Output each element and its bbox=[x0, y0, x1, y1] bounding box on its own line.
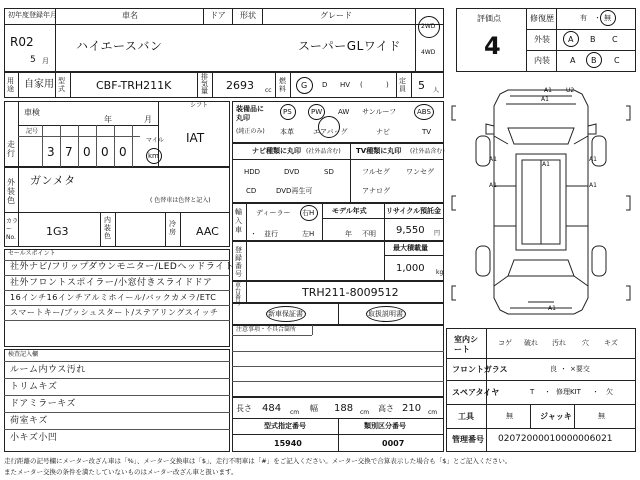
tools-label: 工具 bbox=[458, 412, 474, 421]
record-label: 記号 bbox=[26, 128, 39, 135]
color-no-value: 1G3 bbox=[46, 225, 69, 238]
equip-sunroof: サンルーフ bbox=[362, 108, 397, 116]
class-no-value: 0007 bbox=[382, 439, 405, 448]
equip-abs: ABS bbox=[417, 108, 431, 116]
width-value: 188 bbox=[334, 403, 354, 414]
interior-label: 内装 bbox=[534, 56, 550, 65]
car-diagram-svg bbox=[446, 76, 636, 326]
capacity-value: 5 bbox=[418, 79, 425, 92]
exterior-color-note: ( 色替車は色替と記入) bbox=[150, 197, 211, 204]
spare-label: スペアタイヤ bbox=[452, 388, 500, 397]
tv-analog: アナログ bbox=[362, 187, 390, 195]
hand-right: 右H bbox=[302, 209, 315, 217]
inspector-line-2: トリムキズ bbox=[10, 382, 58, 392]
length-label: 長さ bbox=[236, 404, 252, 413]
inspection-label: 車検 bbox=[24, 108, 40, 117]
exterior-color-label: 外装色 bbox=[7, 178, 15, 205]
repair-yes: 有 bbox=[580, 14, 587, 22]
diagram-mark-top-3: A1 bbox=[541, 96, 549, 103]
chassis-label: 車台番号 bbox=[235, 282, 242, 307]
mileage-digit-2: 7 bbox=[65, 145, 73, 159]
fuel-paren-close: ) bbox=[386, 81, 389, 89]
length-unit: cm bbox=[290, 409, 300, 416]
color-no-label: カラーNo. bbox=[6, 218, 19, 241]
tv-title: TV種類に丸印 bbox=[356, 147, 402, 155]
sales-line-3: 16インチ16インチアルミホイール/バックカメラ/ETC bbox=[10, 293, 217, 302]
reg-no-label: 登録番号 bbox=[235, 246, 242, 278]
displacement-label: 排気量 bbox=[201, 73, 208, 95]
inspector-title: 検査記入欄 bbox=[8, 351, 39, 358]
hand-left: 左H bbox=[302, 230, 315, 238]
fuel-paren-open: ( bbox=[360, 81, 363, 89]
equip-leather: 本革 bbox=[280, 128, 294, 136]
sales-title: セールスポイント bbox=[8, 250, 56, 257]
max-load-label: 最大積載量 bbox=[393, 244, 428, 252]
room-item-burn: コゲ bbox=[498, 339, 512, 347]
displacement-unit: cc bbox=[265, 87, 272, 94]
width-label: 幅 bbox=[310, 404, 318, 413]
max-load-value: 1,000 bbox=[396, 263, 425, 274]
class-no-label: 類別区分番号 bbox=[364, 422, 406, 430]
diagram-mark-top-2: U2 bbox=[566, 87, 575, 94]
manual-item: 取扱説明書 bbox=[368, 310, 403, 318]
exterior-label: 外装 bbox=[534, 35, 550, 44]
type-no-label: 型式指定番号 bbox=[264, 422, 306, 430]
score-value: 4 bbox=[484, 32, 501, 60]
interior-grade-b: B bbox=[591, 56, 597, 65]
height-value: 210 bbox=[402, 403, 422, 414]
height-label: 高さ bbox=[378, 404, 394, 413]
capacity-unit: 人 bbox=[433, 87, 440, 94]
chassis-value: TRH211-8009512 bbox=[302, 286, 399, 299]
jack-value: 無 bbox=[598, 412, 605, 420]
inspector-line-5: 小キズ小凹 bbox=[10, 433, 58, 443]
exterior-grade-a: A bbox=[568, 35, 574, 44]
reg-year-label: 初年度登録年月 bbox=[8, 11, 57, 19]
navi-dvd: DVD bbox=[284, 168, 300, 176]
inspector-line-4: 荷室キズ bbox=[10, 416, 48, 426]
footer-line-2: またメーター交換の条件を満たしていないものはメーター改ざん車と扱います。 bbox=[4, 468, 238, 476]
model-label: 型式 bbox=[58, 77, 65, 93]
spare-kit: 修理KIT bbox=[556, 388, 581, 396]
sales-line-4: スマートキー/プッシュスタート/ステアリングスイッチ bbox=[10, 308, 219, 317]
mgmt-value: 020720000100000060​21 bbox=[498, 434, 613, 444]
navi-cd: CD bbox=[246, 187, 257, 195]
spare-t: T bbox=[530, 388, 535, 396]
reg-month-unit: 月 bbox=[42, 57, 49, 65]
shift-label: シフト bbox=[190, 102, 209, 109]
glass-label: フロントガラス bbox=[452, 365, 508, 374]
diagram-mark-right-1: A1 bbox=[589, 156, 597, 163]
model-value: CBF-TRH211K bbox=[96, 79, 172, 92]
equipment-title: 装備品に丸印 bbox=[236, 105, 264, 122]
model-year-label: モデル年式 bbox=[332, 207, 367, 215]
notes-title: 注意事項・不具合箇所 bbox=[236, 326, 297, 333]
use-label: 用途 bbox=[7, 77, 14, 93]
exterior-grade-c: C bbox=[612, 35, 618, 44]
mileage-digit-1: 3 bbox=[47, 145, 55, 159]
sales-line-1: 社外ナビ/フリップダウンモニター/LEDヘッドライト bbox=[10, 262, 235, 272]
fuel-d: D bbox=[322, 81, 328, 89]
car-name: ハイエースバン bbox=[76, 39, 163, 53]
room-seat-label: 室内シート bbox=[454, 335, 478, 354]
width-unit: cm bbox=[360, 409, 370, 416]
warranty-item: 新車保証書 bbox=[268, 310, 303, 318]
mileage-digit-3: 0 bbox=[83, 145, 91, 159]
recycle-unit: 円 bbox=[434, 230, 441, 237]
recycle-value: 9,550 bbox=[396, 225, 425, 236]
max-load-unit: kg bbox=[436, 269, 444, 276]
mileage-digit-5: 0 bbox=[119, 145, 127, 159]
glass-good: 良 bbox=[550, 365, 557, 373]
height-unit: cm bbox=[428, 409, 438, 416]
navi-dvd-play: DVD再生可 bbox=[276, 187, 313, 195]
inspection-month: 月 bbox=[144, 115, 152, 124]
spare-missing: 欠 bbox=[606, 388, 613, 396]
equip-ps: PS bbox=[283, 108, 292, 116]
sales-line-2: 社外フロントスポイラー/小窓付きスライドドア bbox=[10, 278, 213, 288]
grade-label: グレード bbox=[320, 11, 352, 20]
inspector-line-3: ドアミラーキズ bbox=[10, 399, 77, 409]
repair-label: 修復歴 bbox=[530, 14, 554, 23]
drive-4wd: 4WD bbox=[421, 49, 436, 56]
navi-title: ナビ種類に丸印 bbox=[252, 147, 301, 155]
tv-oneseg: ワンセグ bbox=[406, 168, 434, 176]
equip-aw: AW bbox=[338, 108, 350, 116]
cooler-value: AAC bbox=[196, 225, 219, 238]
recycle-label: リサイクル預託金 bbox=[386, 207, 442, 215]
model-year-unit: 年 bbox=[345, 230, 352, 238]
run-label: 走行 bbox=[7, 140, 15, 158]
diagram-mark-center: A1 bbox=[542, 161, 550, 168]
equip-airbag: エアバッグ bbox=[313, 128, 348, 136]
score-label: 評価点 bbox=[477, 14, 501, 23]
car-name-label: 車名 bbox=[122, 11, 138, 20]
diagram-mark-bottom: A1 bbox=[548, 305, 556, 312]
capacity-label: 定員 bbox=[399, 77, 406, 93]
reg-era-year: R02 bbox=[10, 35, 34, 49]
diagram-mark-top-1: A1 bbox=[544, 87, 552, 94]
room-item-dirt: 汚れ bbox=[552, 339, 566, 347]
interior-grade-c: C bbox=[614, 56, 620, 65]
navi-hdd: HDD bbox=[244, 168, 261, 176]
model-year-unknown: 不明 bbox=[362, 230, 376, 238]
interior-color-label: 内装色 bbox=[104, 216, 111, 240]
diagram-mark-right-2: A1 bbox=[589, 182, 597, 189]
room-item-hole: 穴 bbox=[582, 339, 589, 347]
navi-note: (社外品含む) bbox=[306, 148, 341, 155]
use-value: 自家用 bbox=[24, 79, 54, 90]
length-value: 484 bbox=[262, 403, 282, 414]
footer-line-1: 走行距離の記号欄にメーター改ざん車は「%」、メーター交換車は「$」、走行不明車は「#」をご記入ください。メーター交換で合算表示した場合も「$」とご記入ください。 bbox=[4, 457, 512, 465]
km-label: km bbox=[148, 152, 159, 160]
fuel-g: G bbox=[301, 81, 308, 90]
equip-pw: PW bbox=[311, 108, 323, 116]
repair-no: 無 bbox=[604, 14, 611, 22]
jack-label: ジャッキ bbox=[540, 412, 572, 421]
mile-label: マイル bbox=[146, 137, 164, 144]
exterior-color-value: ガンメタ bbox=[30, 174, 76, 187]
diagram-mark-left-1: A1 bbox=[489, 156, 497, 163]
glass-replace: ×要交 bbox=[570, 365, 590, 373]
room-item-scratch: キズ bbox=[604, 339, 618, 347]
mgmt-label: 管理番号 bbox=[452, 435, 484, 444]
tools-value: 無 bbox=[506, 412, 513, 420]
shift-value: IAT bbox=[186, 131, 205, 145]
cooler-label: 冷房 bbox=[169, 220, 176, 236]
diagram-mark-left-2: A1 bbox=[489, 182, 497, 189]
inspector-line-1: ルーム内ウス汚れ bbox=[10, 365, 86, 375]
drive-2wd: 2WD bbox=[421, 23, 436, 30]
mileage-digit-4: 0 bbox=[101, 145, 109, 159]
dealer-label: ディーラー bbox=[256, 209, 291, 217]
type-no-value: 15940 bbox=[274, 439, 302, 448]
interior-grade-a: A bbox=[570, 56, 576, 65]
tv-note: (社外品含む) bbox=[410, 148, 445, 155]
tv-fullseg: フルセグ bbox=[362, 168, 390, 176]
inspection-year: 年 bbox=[104, 115, 112, 124]
room-item-tear: 破れ bbox=[524, 339, 538, 347]
grade: スーパーGLワイド bbox=[298, 39, 401, 53]
shape-label: 形状 bbox=[240, 11, 256, 20]
fuel-hv: HV bbox=[340, 81, 351, 89]
displacement-value: 2693 bbox=[226, 79, 254, 92]
parallel-label: 並行 bbox=[264, 230, 278, 238]
navi-sd: SD bbox=[324, 168, 334, 176]
reg-month: 5 bbox=[30, 55, 36, 65]
equip-tv: TV bbox=[422, 128, 432, 136]
exterior-grade-b: B bbox=[590, 35, 596, 44]
import-label: 輸入車 bbox=[235, 208, 242, 234]
equipment-note: (純正のみ) bbox=[236, 128, 265, 135]
fuel-label: 燃料 bbox=[279, 77, 286, 93]
door-label: ドア bbox=[210, 11, 226, 20]
equip-navi: ナビ bbox=[376, 128, 390, 136]
